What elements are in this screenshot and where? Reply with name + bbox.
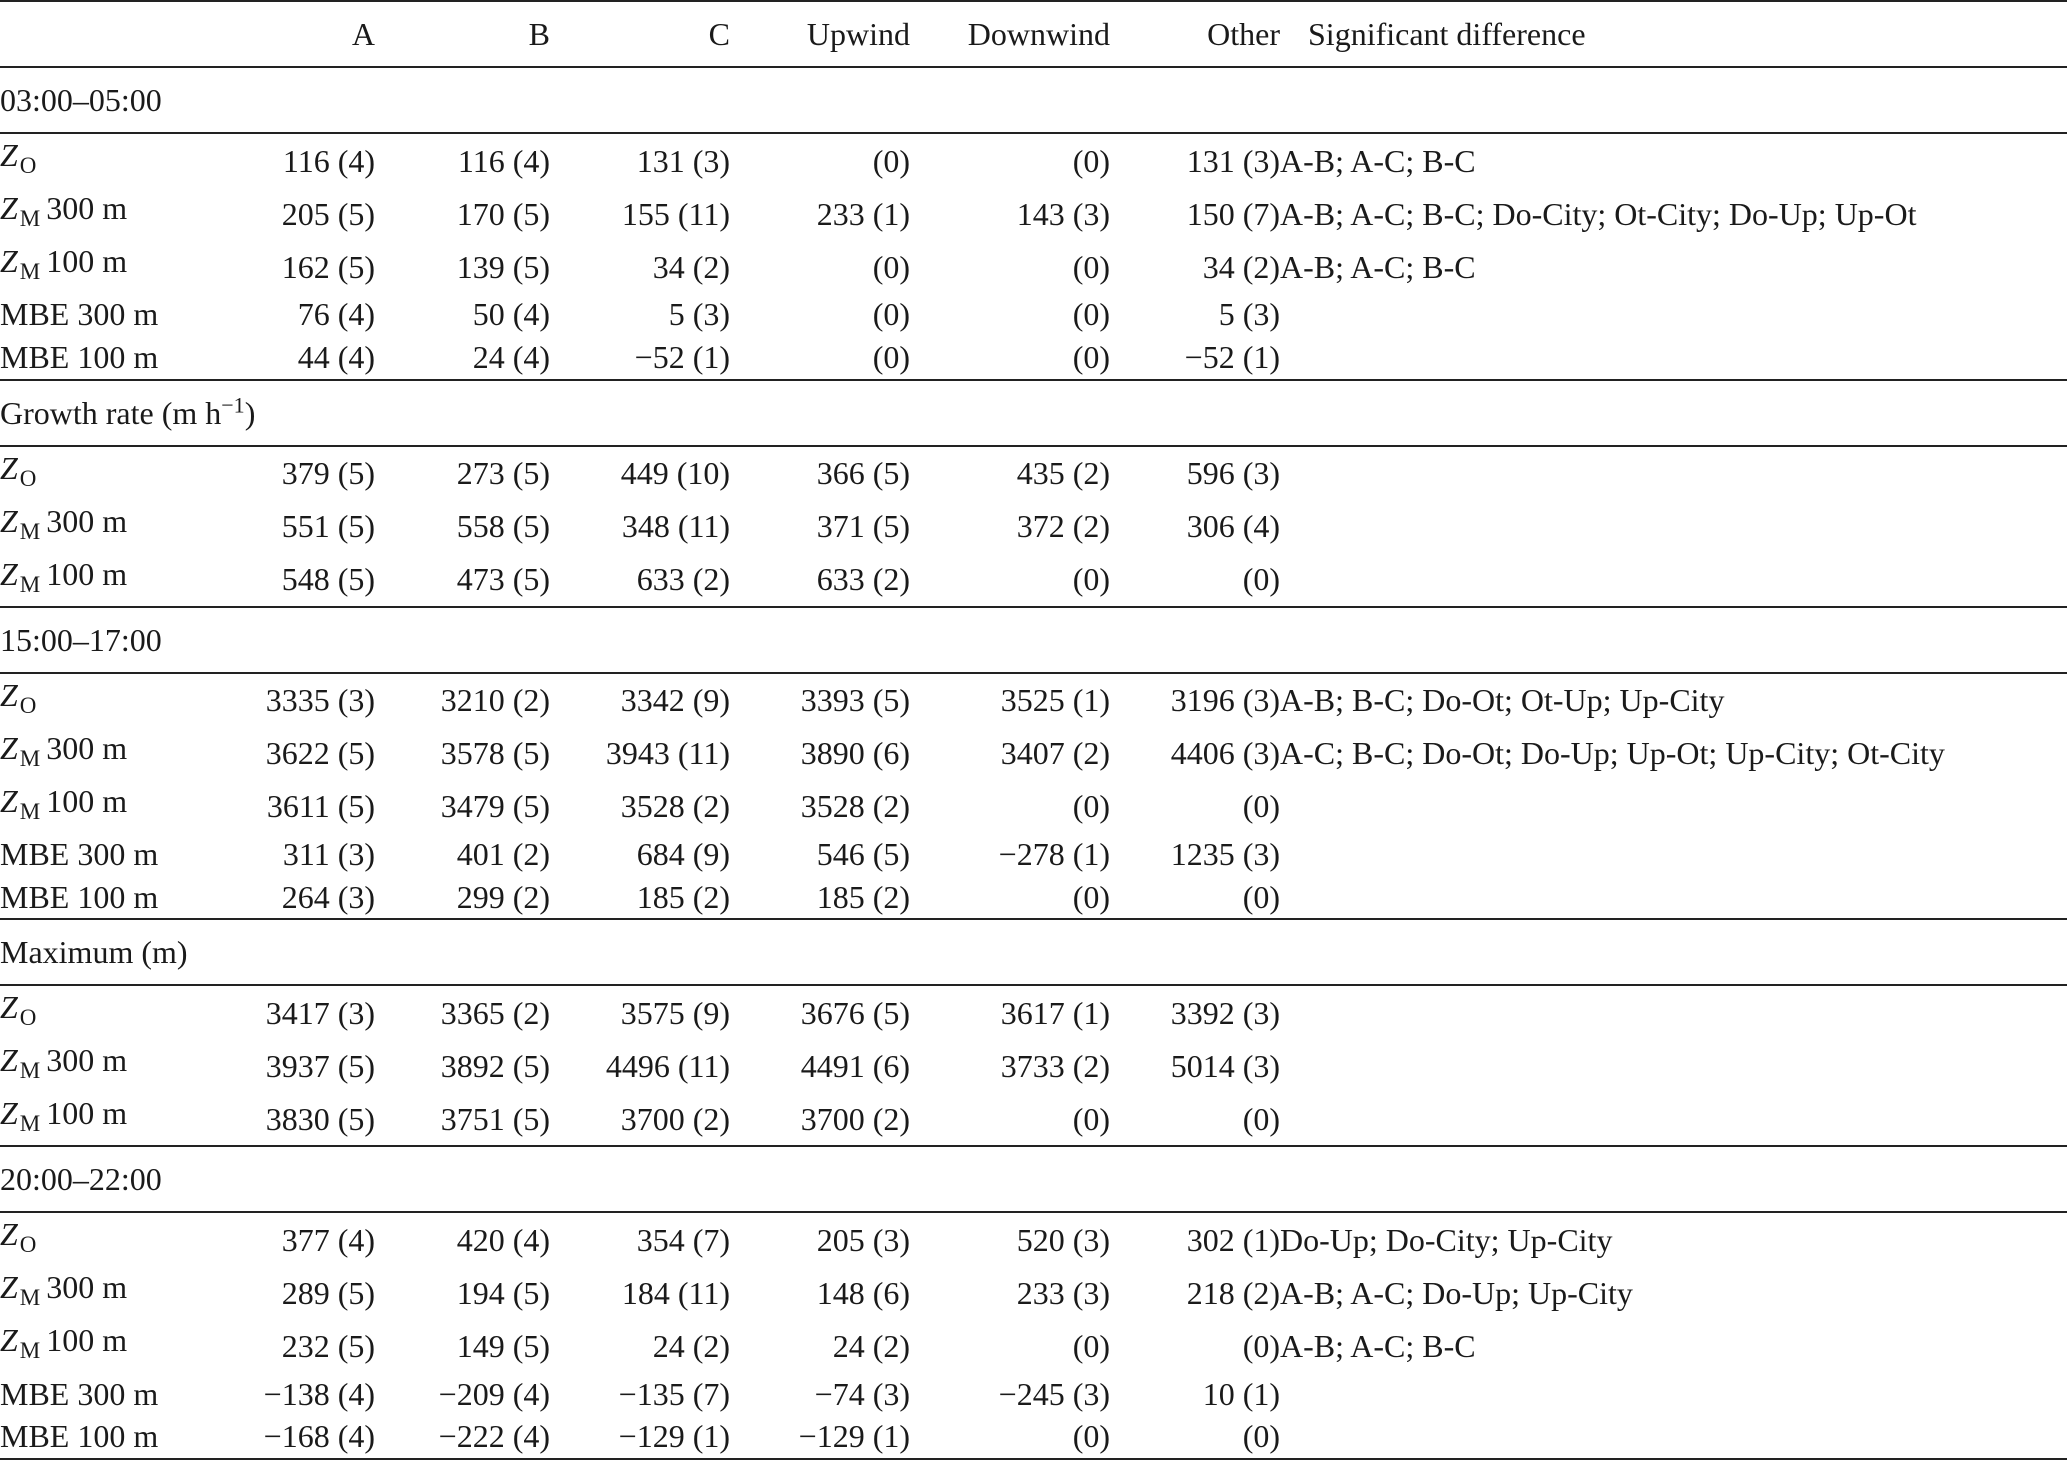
cell-c: 24 (2) [652, 1327, 730, 1364]
cell-a: 44 (4) [200, 336, 375, 380]
section-header-row [0, 919, 2067, 985]
cell-other: (0) [1242, 1327, 1280, 1364]
cell-other: (0) [1242, 788, 1280, 825]
row-label-text: MBE 300 m [0, 1375, 159, 1412]
section-title-end: ) [244, 394, 256, 431]
row-label [0, 187, 200, 240]
section-header-row [0, 1146, 2067, 1212]
table-row [0, 1372, 2067, 1415]
cell-upwind: (0) [872, 142, 910, 179]
table-row [0, 240, 2067, 293]
cell-c: 633 (2) [550, 553, 730, 607]
cell-a: 3830 (5) [200, 1092, 375, 1146]
cell-downwind: (0) [1072, 248, 1110, 285]
cell-downwind: 143 (3) [1016, 195, 1110, 232]
cell-a: −138 (4) [263, 1375, 375, 1412]
cell-other: 302 (1) [1186, 1221, 1280, 1258]
cell-a: 3611 (5) [266, 788, 375, 825]
cell-upwind: 546 (5) [816, 835, 910, 872]
cell-a: 116 (4) [282, 142, 375, 179]
cell-significant-difference [1280, 500, 2067, 553]
row-label-height: 100 m [46, 782, 128, 819]
section-title [0, 380, 2067, 446]
cell-upwind: 3528 (2) [800, 788, 910, 825]
cell-b: 170 (5) [456, 195, 550, 232]
cell-a: 3417 (3) [265, 994, 375, 1031]
section-title [0, 919, 2067, 985]
row-label-text: MBE 300 m [0, 835, 159, 872]
section-title-text: Maximum (m) [0, 934, 188, 971]
row-label-symbol: Z [0, 676, 18, 713]
cell-a: 311 (3) [282, 835, 375, 872]
table-row [0, 187, 2067, 240]
row-label-symbol: Z [0, 243, 18, 279]
header-cell-downwind: Downwind [910, 1, 1110, 67]
table-row [0, 446, 2067, 500]
cell-b: 558 (5) [456, 508, 550, 545]
cell-downwind: (0) [910, 875, 1110, 919]
cell-other: (0) [1110, 553, 1280, 607]
cell-significant-difference: A-B; A-C; B-C [1280, 248, 1476, 285]
cell-downwind: 520 (3) [1016, 1221, 1110, 1258]
cell-b: 473 (5) [375, 553, 550, 607]
row-label-text: MBE 300 m [0, 296, 159, 333]
cell-other: (0) [1110, 1092, 1280, 1146]
cell-b: 3365 (2) [440, 994, 550, 1031]
cell-c: 4496 (11) [605, 1047, 730, 1084]
row-label-text: MBE 100 m [0, 1418, 159, 1455]
cell-downwind: −278 (1) [998, 835, 1110, 872]
row-label-symbol: Z [0, 1042, 18, 1079]
cell-upwind: 371 (5) [816, 508, 910, 545]
cell-significant-difference: A-B; A-C; B-C; Do-City; Ot-City; Do-Up; Up-Ot [1280, 195, 1917, 232]
cell-a: 548 (5) [200, 553, 375, 607]
table-row [0, 673, 2067, 727]
cell-upwind: 4491 (6) [800, 1047, 910, 1084]
cell-other: 1235 (3) [1170, 835, 1280, 872]
table-body [0, 67, 2067, 1459]
cell-significant-difference [1280, 1092, 2067, 1146]
table-row [0, 1212, 2067, 1266]
cell-c: 155 (11) [621, 195, 730, 232]
cell-b: 3479 (5) [440, 788, 550, 825]
row-label-symbol: Z [0, 1322, 18, 1359]
row-label-symbol: Z [0, 1216, 18, 1253]
row-label-subscript: M [19, 206, 41, 231]
cell-significant-difference: A-B; A-C; B-C [1280, 1327, 1476, 1364]
cell-downwind: (0) [910, 1415, 1110, 1459]
cell-c: 684 (9) [636, 835, 730, 872]
row-label-height: 300 m [46, 1042, 128, 1079]
row-label [0, 1319, 200, 1372]
cell-other: 5014 (3) [1170, 1047, 1280, 1084]
row-label [0, 985, 200, 1039]
cell-a: 289 (5) [281, 1274, 375, 1311]
cell-significant-difference: A-B; A-C; Do-Up; Up-City [1280, 1274, 1633, 1311]
cell-a: 3622 (5) [265, 735, 375, 772]
cell-a: 162 (5) [281, 248, 375, 285]
section-title [0, 607, 2067, 673]
cell-other: (0) [1110, 1415, 1280, 1459]
row-label [0, 293, 200, 336]
cell-c: 3575 (9) [620, 994, 730, 1031]
cell-b: 194 (5) [456, 1274, 550, 1311]
table-row [0, 500, 2067, 553]
row-label-subscript: M [19, 798, 41, 824]
row-label [0, 1039, 200, 1092]
row-label-height: 300 m [46, 190, 128, 226]
cell-significant-difference: Do-Up; Do-City; Up-City [1280, 1221, 1613, 1258]
cell-b: 273 (5) [456, 455, 550, 492]
cell-significant-difference [1280, 1415, 2067, 1459]
cell-upwind: 205 (3) [816, 1221, 910, 1258]
cell-downwind: (0) [1072, 1327, 1110, 1364]
row-label-subscript: M [19, 1338, 41, 1364]
cell-upwind: (0) [872, 296, 910, 333]
row-label [0, 446, 200, 500]
cell-b: 3578 (5) [440, 735, 550, 772]
row-label-subscript: O [19, 153, 37, 178]
row-label-subscript: O [19, 1232, 37, 1258]
row-label-height: 100 m [46, 243, 128, 279]
cell-significant-difference: A-B; B-C; Do-Ot; Ot-Up; Up-City [1280, 682, 1725, 719]
section-title-text: 03:00–05:00 [0, 82, 162, 118]
row-label [0, 1266, 200, 1319]
cell-c: 3342 (9) [620, 682, 730, 719]
cell-c: 184 (11) [621, 1274, 730, 1311]
cell-upwind: −74 (3) [814, 1375, 910, 1412]
table-row [0, 336, 2067, 380]
row-label [0, 833, 200, 876]
row-label-text: MBE 100 m [0, 878, 159, 915]
row-label-symbol: Z [0, 555, 18, 592]
cell-b: 3892 (5) [440, 1047, 550, 1084]
row-label-subscript: M [19, 518, 41, 544]
cell-b: 401 (2) [456, 835, 550, 872]
cell-other: 4406 (3) [1170, 735, 1280, 772]
cell-downwind: 3407 (2) [1000, 735, 1110, 772]
section-title-superscript: −1 [221, 391, 245, 417]
cell-a: 76 (4) [297, 296, 375, 333]
cell-other: 10 (1) [1202, 1375, 1280, 1412]
row-label-symbol: Z [0, 1095, 18, 1132]
cell-significant-difference [1280, 875, 2067, 919]
row-label-height: 100 m [46, 1095, 128, 1132]
row-label-subscript: M [19, 1285, 41, 1311]
section-title [0, 1146, 2067, 1212]
cell-b: 299 (2) [375, 875, 550, 919]
row-label-height: 300 m [46, 1269, 128, 1306]
header-cell-a: A [200, 1, 375, 67]
table-row [0, 780, 2067, 833]
row-label-symbol: Z [0, 190, 18, 226]
section-title [0, 67, 2067, 133]
row-label-text: MBE 100 m [0, 339, 159, 376]
cell-c: 3700 (2) [550, 1092, 730, 1146]
cell-a: 3335 (3) [265, 682, 375, 719]
cell-c: 131 (3) [636, 142, 730, 179]
table-row [0, 875, 2067, 919]
cell-upwind: 233 (1) [816, 195, 910, 232]
row-label [0, 500, 200, 553]
cell-other: −52 (1) [1110, 336, 1280, 380]
table-row [0, 553, 2067, 607]
cell-downwind: 3525 (1) [1000, 682, 1110, 719]
cell-other: 3392 (3) [1170, 994, 1280, 1031]
cell-significant-difference [1280, 293, 2067, 336]
cell-significant-difference [1280, 780, 2067, 833]
cell-significant-difference [1280, 336, 2067, 380]
cell-c: 5 (3) [668, 296, 730, 333]
cell-c: −52 (1) [550, 336, 730, 380]
cell-b: 420 (4) [456, 1221, 550, 1258]
cell-significant-difference [1280, 985, 2067, 1039]
cell-c: 449 (10) [620, 455, 730, 492]
cell-downwind: 3733 (2) [1000, 1047, 1110, 1084]
cell-downwind: (0) [910, 336, 1110, 380]
header-cell-upwind: Upwind [730, 1, 910, 67]
row-label [0, 780, 200, 833]
row-label [0, 240, 200, 293]
cell-upwind: 633 (2) [730, 553, 910, 607]
row-label [0, 1212, 200, 1266]
section-header-row [0, 607, 2067, 673]
row-label [0, 673, 200, 727]
cell-downwind: (0) [1072, 142, 1110, 179]
row-label-symbol: Z [0, 989, 18, 1026]
cell-upwind: 185 (2) [730, 875, 910, 919]
row-label-subscript: O [19, 692, 37, 718]
cell-b: 139 (5) [456, 248, 550, 285]
cell-downwind: −245 (3) [998, 1375, 1110, 1412]
cell-other: 3196 (3) [1170, 682, 1280, 719]
cell-upwind: 3393 (5) [800, 682, 910, 719]
cell-upwind: (0) [872, 248, 910, 285]
cell-other: 596 (3) [1186, 455, 1280, 492]
row-label [0, 875, 200, 919]
cell-other: 5 (3) [1218, 296, 1280, 333]
cell-downwind: (0) [910, 1092, 1110, 1146]
row-label [0, 336, 200, 380]
cell-b: 116 (4) [457, 142, 550, 179]
cell-b: 3210 (2) [440, 682, 550, 719]
cell-upwind: 366 (5) [816, 455, 910, 492]
cell-a: 232 (5) [281, 1327, 375, 1364]
cell-b: 149 (5) [456, 1327, 550, 1364]
row-label [0, 1415, 200, 1459]
header-row [0, 1, 2067, 67]
cell-a: 205 (5) [281, 195, 375, 232]
cell-other: 150 (7) [1186, 195, 1280, 232]
section-title-text: 15:00–17:00 [0, 621, 162, 658]
cell-downwind: 233 (3) [1016, 1274, 1110, 1311]
section-header-row [0, 380, 2067, 446]
row-label-height: 100 m [46, 1322, 128, 1359]
cell-downwind: 3617 (1) [1000, 994, 1110, 1031]
cell-c: −129 (1) [550, 1415, 730, 1459]
row-label-subscript: O [19, 465, 37, 491]
cell-a: 379 (5) [281, 455, 375, 492]
table-row [0, 1319, 2067, 1372]
table-row [0, 293, 2067, 336]
cell-other: (0) [1110, 875, 1280, 919]
header-cell-significant-difference: Significant difference [1280, 1, 2067, 67]
cell-upwind: 3890 (6) [800, 735, 910, 772]
cell-b: 24 (4) [375, 336, 550, 380]
cell-b: −209 (4) [438, 1375, 550, 1412]
cell-upwind: 24 (2) [832, 1327, 910, 1364]
cell-other: 34 (2) [1202, 248, 1280, 285]
row-label-symbol: Z [0, 1269, 18, 1306]
cell-downwind: 372 (2) [1016, 508, 1110, 545]
row-label-subscript: M [19, 259, 41, 284]
cell-c: 3528 (2) [620, 788, 730, 825]
cell-downwind: (0) [1072, 788, 1110, 825]
cell-a: 377 (4) [281, 1221, 375, 1258]
cell-c: 3943 (11) [605, 735, 730, 772]
table-row [0, 727, 2067, 780]
row-label [0, 133, 200, 187]
cell-b: −222 (4) [375, 1415, 550, 1459]
table-row [0, 1039, 2067, 1092]
cell-significant-difference [1280, 553, 2067, 607]
cell-c: 185 (2) [550, 875, 730, 919]
cell-significant-difference [1280, 1372, 2067, 1415]
row-label-subscript: M [19, 745, 41, 771]
cell-significant-difference [1280, 833, 2067, 876]
cell-significant-difference [1280, 1039, 2067, 1092]
table-row [0, 1415, 2067, 1459]
cell-significant-difference: A-C; B-C; Do-Ot; Do-Up; Up-Ot; Up-City; Ot-City [1280, 735, 1945, 772]
cell-downwind: 435 (2) [1016, 455, 1110, 492]
table-row [0, 833, 2067, 876]
cell-significant-difference: A-B; A-C; B-C [1280, 142, 1476, 179]
row-label [0, 1372, 200, 1415]
row-label [0, 727, 200, 780]
cell-c: 354 (7) [636, 1221, 730, 1258]
row-label-height: 300 m [46, 729, 128, 766]
cell-c: −135 (7) [618, 1375, 730, 1412]
header-cell-b: B [375, 1, 550, 67]
row-label-subscript: M [19, 571, 41, 597]
cell-a: 264 (3) [200, 875, 375, 919]
row-label-height: 100 m [46, 555, 128, 592]
section-header-row [0, 67, 2067, 133]
cell-downwind: (0) [910, 553, 1110, 607]
row-label-symbol: Z [0, 729, 18, 766]
section-title-text: Growth rate (m h [0, 394, 222, 431]
table-row [0, 1092, 2067, 1146]
table-row [0, 1266, 2067, 1319]
table-row [0, 985, 2067, 1039]
row-label-height: 300 m [46, 502, 128, 539]
cell-upwind: (0) [730, 336, 910, 380]
row-label [0, 1092, 200, 1146]
cell-c: 34 (2) [652, 248, 730, 285]
row-label-subscript: O [19, 1005, 37, 1031]
cell-a: 551 (5) [281, 508, 375, 545]
row-label-subscript: M [19, 1058, 41, 1084]
row-label [0, 553, 200, 607]
cell-significant-difference [1280, 446, 2067, 500]
header-cell-empty [0, 1, 200, 67]
cell-b: 3751 (5) [375, 1092, 550, 1146]
header-cell-other: Other [1110, 1, 1280, 67]
row-label-symbol: Z [0, 137, 18, 173]
cell-other: 218 (2) [1186, 1274, 1280, 1311]
cell-other: 131 (3) [1186, 142, 1280, 179]
cell-upwind: −129 (1) [730, 1415, 910, 1459]
cell-downwind: (0) [1072, 296, 1110, 333]
header-cell-c: C [550, 1, 730, 67]
row-label-symbol: Z [0, 502, 18, 539]
cell-upwind: 3676 (5) [800, 994, 910, 1031]
row-label-subscript: M [19, 1111, 41, 1137]
section-title-text: 20:00–22:00 [0, 1161, 162, 1198]
cell-upwind: 3700 (2) [730, 1092, 910, 1146]
cell-a: −168 (4) [200, 1415, 375, 1459]
table-row [0, 133, 2067, 187]
cell-c: 348 (11) [621, 508, 730, 545]
row-label-symbol: Z [0, 449, 18, 486]
row-label-symbol: Z [0, 782, 18, 819]
cell-a: 3937 (5) [265, 1047, 375, 1084]
cell-upwind: 148 (6) [816, 1274, 910, 1311]
cell-other: 306 (4) [1186, 508, 1280, 545]
cell-b: 50 (4) [472, 296, 550, 333]
